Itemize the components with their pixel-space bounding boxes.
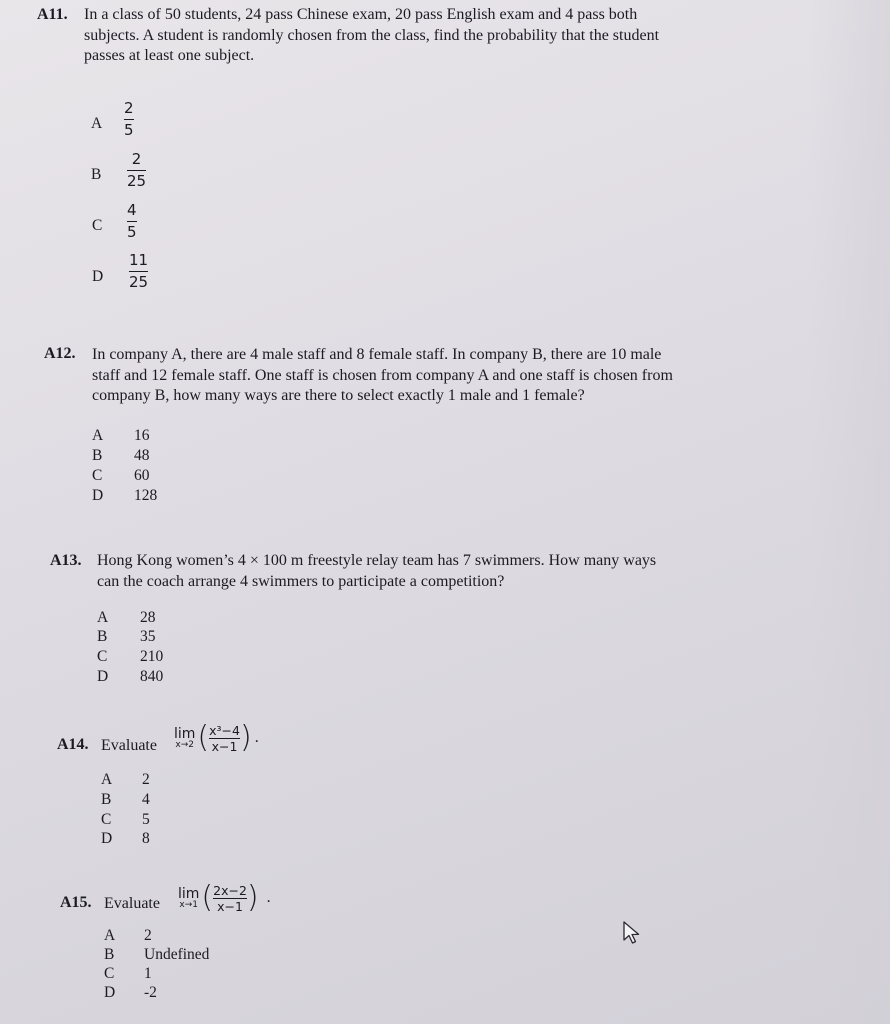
question-stem: In a class of 50 students, 24 pass Chinese exam, 20 pass English exam and 4 pass both subjects. A student is randomly chosen from the class, find the probability that the student passes at least one subject.	[84, 6, 660, 64]
question-stem: In company A, there are 4 male staff and 8 female staff. In company B, there are 10 male staff and 12 female staff. One staff is chosen from company A and one staff is chosen from company B, how many ways are there to select exactly 1 male and 1 female?	[92, 346, 673, 404]
fraction: 4 5	[127, 201, 137, 241]
fraction: 11 25	[129, 251, 149, 291]
question-number: A14.	[57, 736, 89, 753]
question-number: A11.	[37, 6, 68, 23]
question-stem: Evaluate	[101, 737, 157, 754]
limit-expression: lim x→2 ( x³−4 x−1 ) .	[174, 720, 259, 755]
page-shadow	[808, 0, 890, 1024]
mouse-pointer-icon	[622, 920, 644, 946]
fraction: 2 25	[127, 150, 147, 190]
question-stem: Evaluate	[104, 895, 160, 912]
limit-expression: lim x→1 ( 2x−2 x−1 ) .	[178, 880, 271, 915]
question-number: A13.	[50, 552, 82, 569]
question-stem: Hong Kong women’s 4 × 100 m freestyle relay team has 7 swimmers. How many ways can the coach arrange 4 swimmers to participate a competition?	[97, 552, 657, 590]
fraction: 2 5	[124, 99, 134, 139]
question-number: A15.	[60, 894, 92, 911]
question-number: A12.	[44, 345, 76, 362]
